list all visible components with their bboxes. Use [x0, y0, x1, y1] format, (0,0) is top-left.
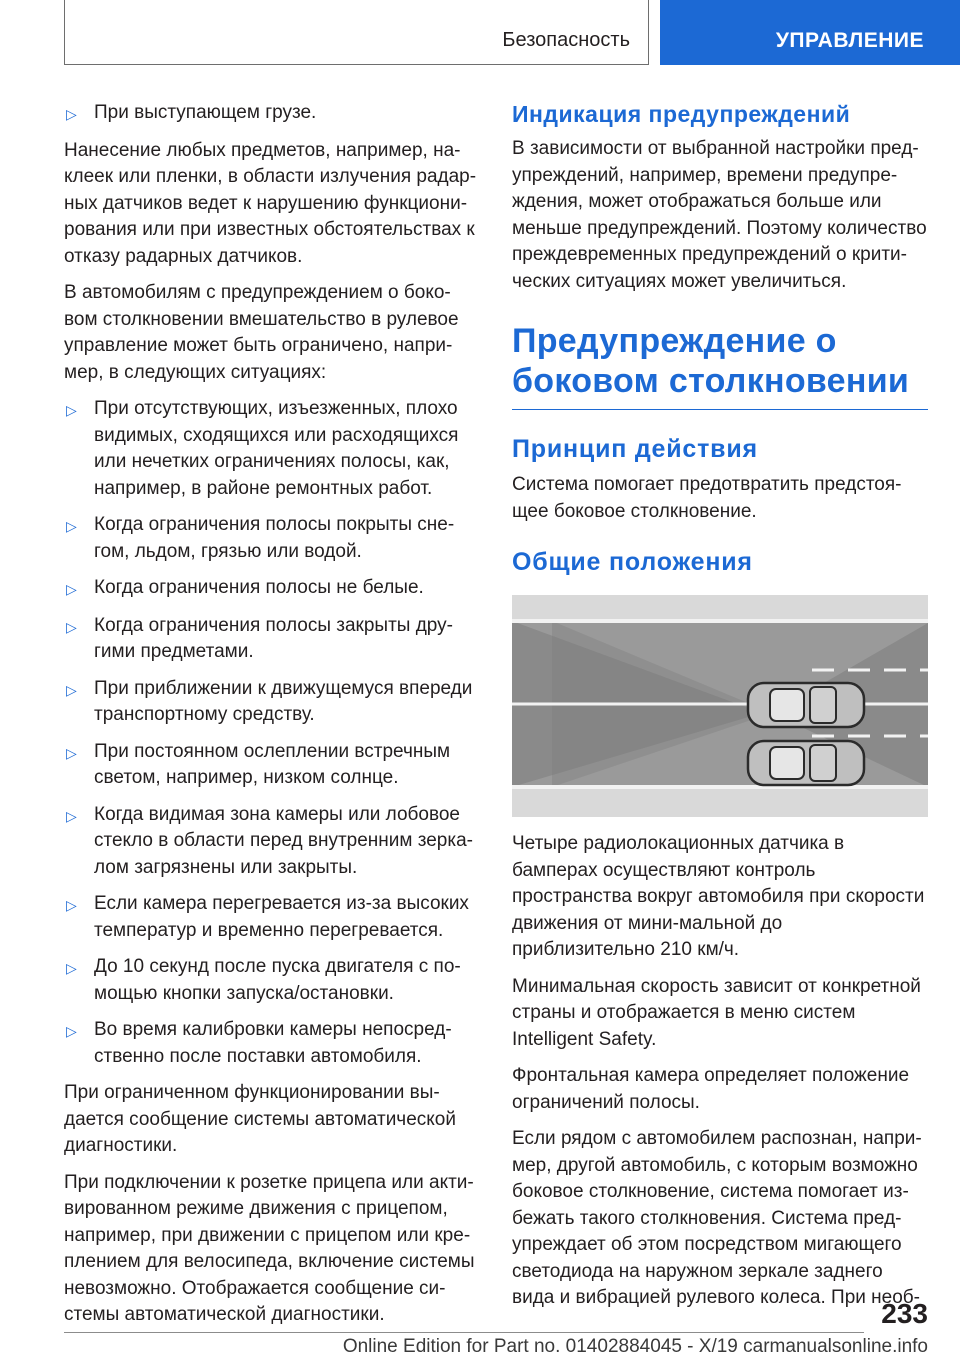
section-title: Предупреждение о боковом столкновении [512, 321, 928, 410]
list-item: ▷ Если камера перегревается из-за высоких температур и временно перегревается. [64, 891, 482, 944]
triangle-bullet-icon: ▷ [66, 402, 77, 418]
list-item: ▷ При отсутствующих, изъезженных, плохо видимых, сходящихся или расходящихся или нечетких ограничениях полосы, как, например, в районе ремонтных работ. [64, 396, 482, 502]
left-column [64, 100, 482, 1339]
heading-warning-indication: Индикация предупреждений [512, 101, 851, 127]
paragraph: При подключении к розетке прицепа или акти-вированном режиме движения с прицепом, например, при движении с прицепом или кре-плением для велосипеда, включение системы невозможно. Отображается сообщение си-стемы автоматической диагностики. [64, 1171, 475, 1325]
page-number: 233 [881, 1298, 928, 1329]
list-item: ▷ Когда ограничения полосы покрыты сне-гом, льдом, грязью или водой. [64, 512, 482, 565]
header-tab-safety[interactable] [64, 0, 649, 65]
list-item: ▷ До 10 секунд после пуска двигателя с по-мощью кнопки запуска/остановки. [64, 954, 482, 1007]
list-item: ▷ Когда ограничения полосы не белые. [64, 575, 482, 603]
header-tab-safety-label: Безопасность [502, 29, 630, 51]
paragraph: Если рядом с автомобилем распознан, напри-мер, другой автомобиль, с которым возможно боковое столкновение, система помогает из-бежать такого столкновения. Система пред-упреждает об этом посредством мигающего светодиода на наружном зеркале заднего вида и вибрацией рулевого колеса. При необ- [512, 1128, 922, 1308]
heading-general: Общие положения [512, 548, 753, 576]
triangle-bullet-icon: ▷ [66, 106, 77, 122]
car-icon [748, 683, 864, 727]
paragraph: Четыре радиолокационных датчика в бамперах осуществляют контроль пространства вокруг автомобиля при скорости движения от мини-мальной до приблизительно 210 км/ч. [512, 833, 925, 960]
triangle-bullet-icon: ▷ [66, 1023, 77, 1039]
list-item: ▷ Когда ограничения полосы закрыты дру-гими предметами. [64, 613, 482, 666]
header-tab-controls-label: УПРАВЛЕНИЕ [775, 29, 924, 52]
heading-principle: Принцип действия [512, 435, 758, 463]
paragraph: Фронтальная камера определяет положение ограничений полосы. [512, 1065, 910, 1113]
list-item: ▷ При выступающем грузе. [64, 100, 482, 128]
list-item: ▷ Когда видимая зона камеры или лобовое стекло в области перед внутренним зерка-лом загрязнены или закрыты. [64, 802, 482, 882]
paragraph: Нанесение любых предметов, например, на-клеек или пленки, в области излучения радар-ных датчиков ведет к нарушению функциони-рования или при известных обстоятельствах к отказу радарных датчиков. [64, 139, 477, 267]
list-item: ▷ Во время калибровки камеры непосред-ственно после поставки автомобиля. [64, 1017, 482, 1070]
triangle-bullet-icon: ▷ [66, 618, 77, 635]
triangle-bullet-icon: ▷ [66, 807, 77, 824]
paragraph: Минимальная скорость зависит от конкретной страны и отображается в меню систем Intelligent Safety. [512, 975, 921, 1050]
paragraph: При ограниченном функционировании вы-дается сообщение системы автоматической диагностики. [64, 1082, 456, 1156]
car-icon [748, 741, 864, 785]
side-collision-illustration [512, 595, 928, 817]
triangle-bullet-icon: ▷ [66, 681, 77, 698]
footer-edition [0, 1336, 960, 1358]
list-item: ▷ При приближении к движущемуся впереди транспортному средству. [64, 676, 482, 729]
triangle-bullet-icon: ▷ [66, 960, 77, 976]
footer-divider [64, 1332, 864, 1333]
paragraph: В автомобилям с предупреждением о боко-вом столкновении вмешательство в рулевое управление может быть ограничено, напри-мер, в следующих ситуациях: [64, 282, 459, 383]
list-item: ▷ При постоянном ослеплении встречным светом, например, низком солнце. [64, 739, 482, 792]
right-column [512, 100, 928, 1322]
triangle-bullet-icon: ▷ [66, 897, 77, 913]
header-tab-controls[interactable] [660, 0, 960, 65]
footer-edition-text: Online Edition for Part no. 01402884045 - X/19 carmanualsonline.info [342, 1336, 928, 1357]
paragraph: В зависимости от выбранной настройки пред-упреждений, например, времени предупре-ждения, может отображаться больше или меньше предупреждений. Поэтому количество преждевременных предупреждений о крити-ческих ситуациях может увеличиться. [512, 138, 927, 292]
triangle-bullet-icon: ▷ [66, 581, 77, 597]
road-diagram [512, 595, 928, 817]
triangle-bullet-icon: ▷ [66, 744, 77, 761]
paragraph: Система помогает предотвратить предстоя-щее боковое столкновение. [512, 474, 902, 522]
triangle-bullet-icon: ▷ [66, 518, 77, 534]
